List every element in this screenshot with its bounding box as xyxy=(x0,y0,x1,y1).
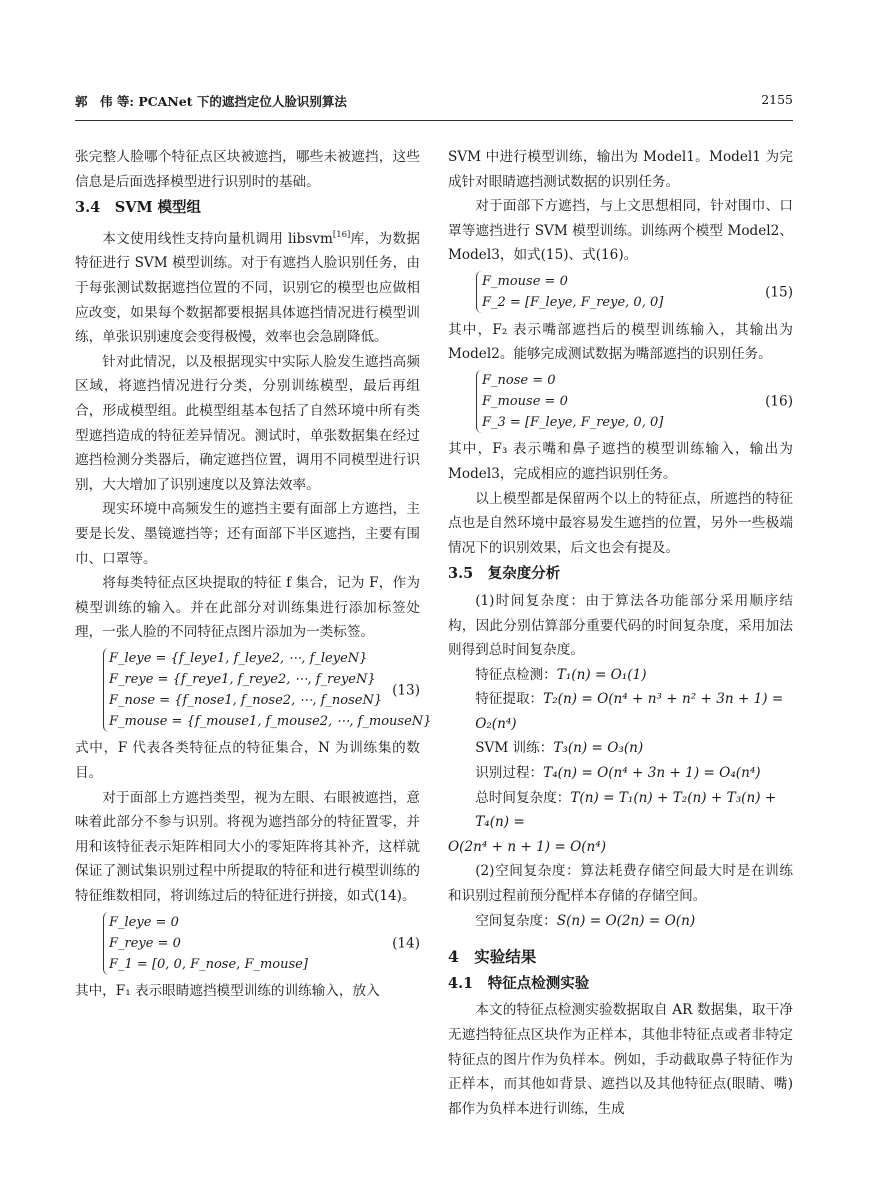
complexity-line: SVM 训练：T₃(n) = O₃(n) xyxy=(475,740,644,757)
equation-line: F_mouse = 0 xyxy=(482,393,568,409)
paragraph: (1)时间复杂度：由于算法各功能部分采用顺序结构，因此分别估算部分重要代码的时间复杂度，采用加法则得到总时间复杂度。 xyxy=(448,592,793,659)
paragraph: 其中，F₁ 表示眼睛遮挡模型训练的训练输入，放入 xyxy=(75,983,380,1000)
equation-15 xyxy=(448,271,793,315)
equation-number: (15) xyxy=(765,284,793,301)
complexity-line: 识别过程：T₄(n) = O(n⁴ + 3n + 1) = O₄(n⁴) xyxy=(475,765,761,782)
complexity-line: 总时间复杂度：T(n) = T₁(n) + T₂(n) + T₃(n) + T₄(n) = xyxy=(475,789,777,831)
paragraph: 张完整人脸哪个特征点区块被遮挡，哪些未被遮挡，这些信息是后面选择模型进行识别时的基础。 xyxy=(75,149,420,190)
citation[interactable]: [16] xyxy=(332,229,351,240)
equation-13 xyxy=(75,648,432,734)
paragraph: 现实环境中高频发生的遮挡主要有面部上方遮挡，主要是长发、墨镜遮挡等；还有面部下半区遮挡，主要有围巾、口罩等。 xyxy=(75,501,420,567)
header-rule xyxy=(75,120,793,121)
equation-14 xyxy=(75,912,420,977)
section-heading-3-5: 3.5 复杂度分析 xyxy=(448,565,561,583)
left-column xyxy=(75,145,432,1004)
equation-line: F_reye = {f_reye1, f_reye2, ⋯, f_reyeN} xyxy=(109,671,376,687)
equation-line: F_reye = 0 xyxy=(109,935,181,951)
equation-line: F_nose = {f_nose1, f_nose2, ⋯, f_noseN} xyxy=(109,692,383,708)
equation-line: F_mouse = {f_mouse1, f_mouse2, ⋯, f_mouseN} xyxy=(109,713,432,729)
paragraph: 其中，F₂ 表示嘴部遮挡后的模型训练输入，其输出为 Model2。能够完成测试数据为嘴部遮挡的识别任务。 xyxy=(448,321,793,363)
equation-line: F_leye = {f_leye1, f_leye2, ⋯, f_leyeN} xyxy=(109,650,368,666)
paragraph: 其中，F₃ 表示嘴和鼻子遮挡的模型训练输入，输出为 Model3，完成相应的遮挡识别任务。 xyxy=(448,441,793,482)
equation-line: F_1 = [0, 0, F_nose, F_mouse] xyxy=(109,956,308,972)
right-column xyxy=(448,145,793,1121)
equation-line: F_mouse = 0 xyxy=(482,273,568,289)
paragraph: 式中，F 代表各类特征点的特征集合，N 为训练集的数目。 xyxy=(75,740,420,782)
running-title: 郭 伟 等: PCANet 下的遮挡定位人脸识别算法 xyxy=(75,94,347,109)
page-header xyxy=(75,92,793,114)
equation-number: (16) xyxy=(765,393,793,410)
paragraph: 本文使用线性支持向量机调用 libsvm[16]库，为数据特征进行 SVM 模型训练。对于有遮挡人脸识别任务，由于每张测试数据遮挡位置的不同，识别它的模型也应做相应改变，如果每个数据都要根据具体遮挡情况进行模型训练，单张识别速度会变得极慢，效率也会急剧降低。 xyxy=(75,229,420,346)
paragraph: 以上模型都是保留两个以上的特征点，所遮挡的特征点也是自然环境中最容易发生遮挡的位置，另外一些极端情况下的识别效果，后文也会有提及。 xyxy=(448,490,793,556)
equation-line: F_leye = 0 xyxy=(109,914,179,930)
complexity-line: 空间复杂度：S(n) = O(2n) = O(n) xyxy=(475,912,696,929)
paragraph: 对于面部上方遮挡类型，视为左眼、右眼被遮挡，意味着此部分不参与识别。将视为遮挡部分的特征置零，并用和该特征表示矩阵相同大小的零矩阵将其补齐，这样就保证了测试集识别过程中所提取的特征和进行模型训练的特征维数相同，将训练过后的特征进行拼接，如式(14)。 xyxy=(75,789,420,905)
section-heading-3-4: 3.4 SVM 模型组 xyxy=(75,199,202,217)
complexity-line: 特征点检测：T₁(n) = O₁(1) xyxy=(475,666,647,683)
paragraph: 对于面部下方遮挡，与上文思想相同，针对围巾、口罩等遮挡进行 SVM 模型训练。训练两个模型 Model2、Model3，如式(15)、式(16)。 xyxy=(448,198,793,264)
equation-16 xyxy=(448,370,793,435)
equation-line: F_3 = [F_leye, F_reye, 0, 0] xyxy=(482,414,664,430)
paragraph: (2)空间复杂度：算法耗费存储空间最大时是在训练和识别过程前预分配样本存储的存储空间。 xyxy=(448,863,793,905)
equation-number: (14) xyxy=(392,935,420,952)
equation-number: (13) xyxy=(392,682,420,699)
paragraph: 本文的特征点检测实验数据取自 AR 数据集，取干净无遮挡特征点区块作为正样本，其他非特征点或者非特定特征点的图片作为负样本。例如，手动截取鼻子特征作为正样本，而其他如背景、遮挡以及其他特征点(眼睛、嘴)都作为负样本进行训练，生成 xyxy=(448,1002,793,1117)
equation-line: F_2 = [F_leye, F_reye, 0, 0] xyxy=(482,294,664,310)
complexity-line: 特征提取：T₂(n) = O(n⁴ + n³ + n² + 3n + 1) = O₂(n⁴) xyxy=(475,691,784,732)
paragraph: SVM 中进行模型训练，输出为 Model1。Model1 为完成针对眼睛遮挡测试数据的识别任务。 xyxy=(448,149,793,190)
page-number: 2155 xyxy=(761,92,793,107)
complexity-line: O(2n⁴ + n + 1) = O(n⁴) xyxy=(448,838,607,855)
section-heading-4: 4 实验结果 xyxy=(448,947,537,967)
paragraph: 将每类特征点区块提取的特征 f 集合，记为 F，作为模型训练的输入。并在此部分对训练集进行添加标签处理，一张人脸的不同特征点图片添加为一类标签。 xyxy=(75,575,420,641)
paragraph: 针对此情况，以及根据现实中实际人脸发生遮挡高频区域，将遮挡情况进行分类，分别训练模型，最后再组合，形成模型组。此模型组基本包括了自然环境中所有类型遮挡造成的特征差异情况。测试时，单张数据集在经过遮挡检测分类器后，确定遮挡位置，调用不同模型进行识别，大大增加了识别速度以及算法效率。 xyxy=(75,353,420,493)
equation-line: F_nose = 0 xyxy=(482,372,556,388)
section-heading-4-1: 4.1 特征点检测实验 xyxy=(448,974,590,992)
